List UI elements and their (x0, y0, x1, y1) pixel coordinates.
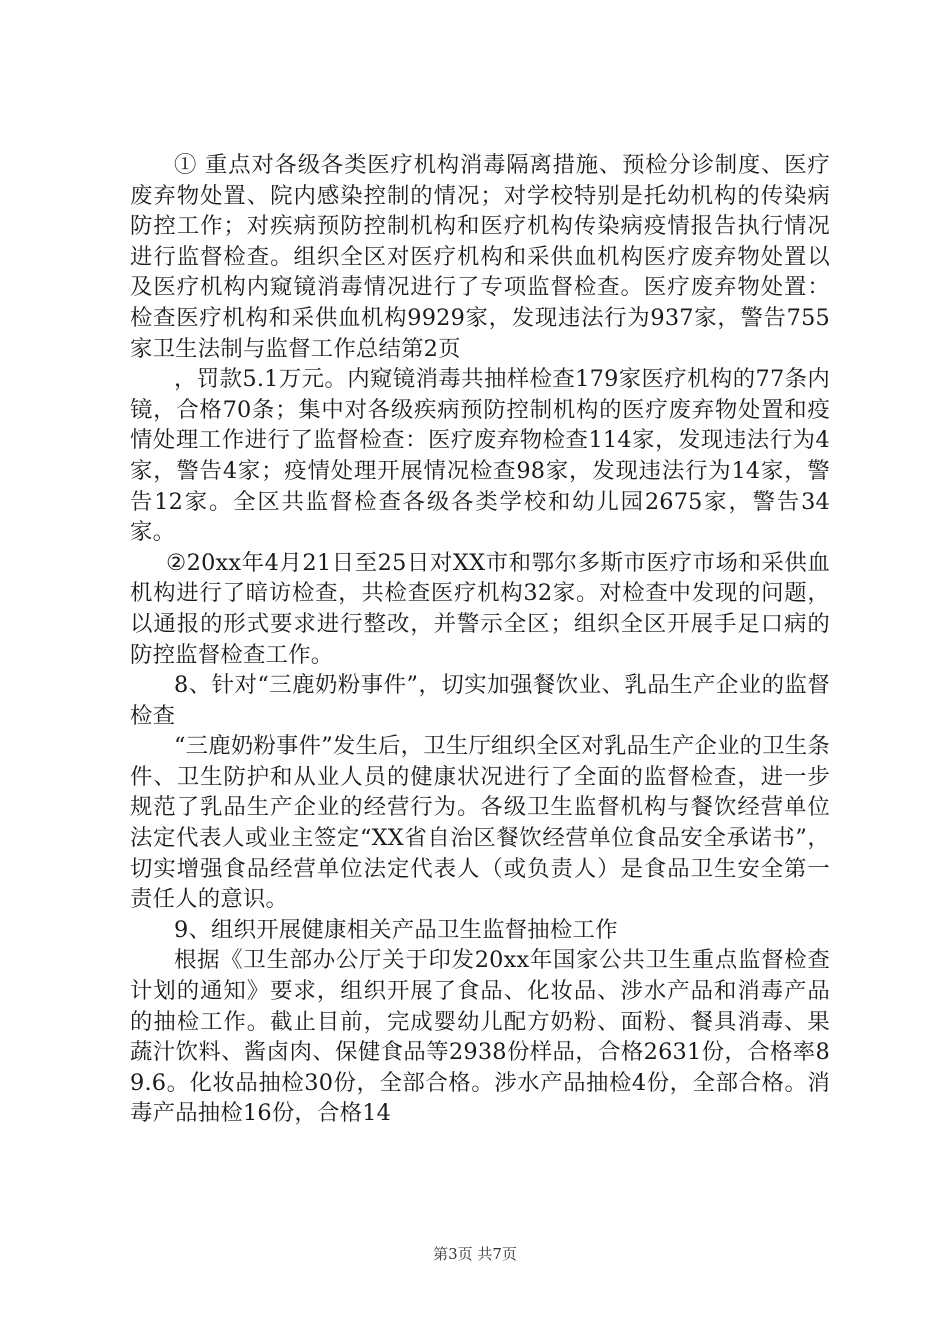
paragraph-medical-inspection: ① 重点对各级各类医疗机构消毒隔离措施、预检分诊制度、医疗废弃物处置、院内感染控制的情况；对学校特别是托幼机构的传染病防控工作；对疾病预防控制机构和医疗机构传染病疫情报告执行情况进行监督检查。组织全区对医疗机构和采供血机构医疗废弃物处置以及医疗机构内窥镜消毒情况进行了专项监督检查。医疗废弃物处置：检查医疗机构和采供血机构9929家，发现违法行为937家，警告755家卫生法制与监督工作总结第2页 (130, 152, 830, 362)
document-body (130, 150, 830, 1129)
paragraph-fines-and-checks: ，罚款5.1万元。内窥镜消毒共抽样检查179家医疗机构的77条内镜，合格70条；集中对各级疾病预防控制机构的医疗废弃物处置和疫情处理工作进行了监督检查：医疗废弃物检查114家，发现违法行为4家，警告4家；疫情处理开展情况检查98家，发现违法行为14家，警告12家。全区共监督检查各级各类学校和幼儿园2675家，警告34家。 (130, 366, 830, 546)
paragraph-sampling-results: 根据《卫生部办公厅关于印发20xx年国家公共卫生重点监督检查计划的通知》要求，组织开展了食品、化妆品、涉水产品和消毒产品的抽检工作。截止目前，完成婴幼儿配方奶粉、面粉、餐具消毒、果蔬汁饮料、酱卤肉、保健食品等2938份样品，合格2631份，合格率89.6。化妆品抽检30份，全部合格。涉水产品抽检4份，全部合格。消毒产品抽检16份，合格14 (130, 947, 830, 1127)
page-number-footer: 第3页 共7页 (433, 1245, 517, 1263)
section-heading-9: 9、组织开展健康相关产品卫生监督抽检工作 (174, 916, 618, 943)
section-heading-8: 8、针对“三鹿奶粉事件”，切实加强餐饮业、乳品生产企业的监督检查 (130, 672, 830, 729)
paragraph-undercover-inspection: ②20xx年4月21日至25日对XX市和鄂尔多斯市医疗市场和采供血机构进行了暗访检查，共检查医疗机构32家。对检查中发现的问题，以通报的形式要求进行整改，并警示全区；组织全区开展手足口病的防控监督检查工作。 (130, 549, 830, 668)
paragraph-sanlu-milk: “三鹿奶粉事件”发生后，卫生厅组织全区对乳品生产企业的卫生条件、卫生防护和从业人员的健康状况进行了全面的监督检查，进一步规范了乳品生产企业的经营行为。各级卫生监督机构与餐饮经营单位法定代表人或业主签定“XX省自治区餐饮经营单位食品安全承诺书”，切实增强食品经营单位法定代表人（或负责人）是食品卫生安全第一责任人的意识。 (130, 733, 830, 913)
